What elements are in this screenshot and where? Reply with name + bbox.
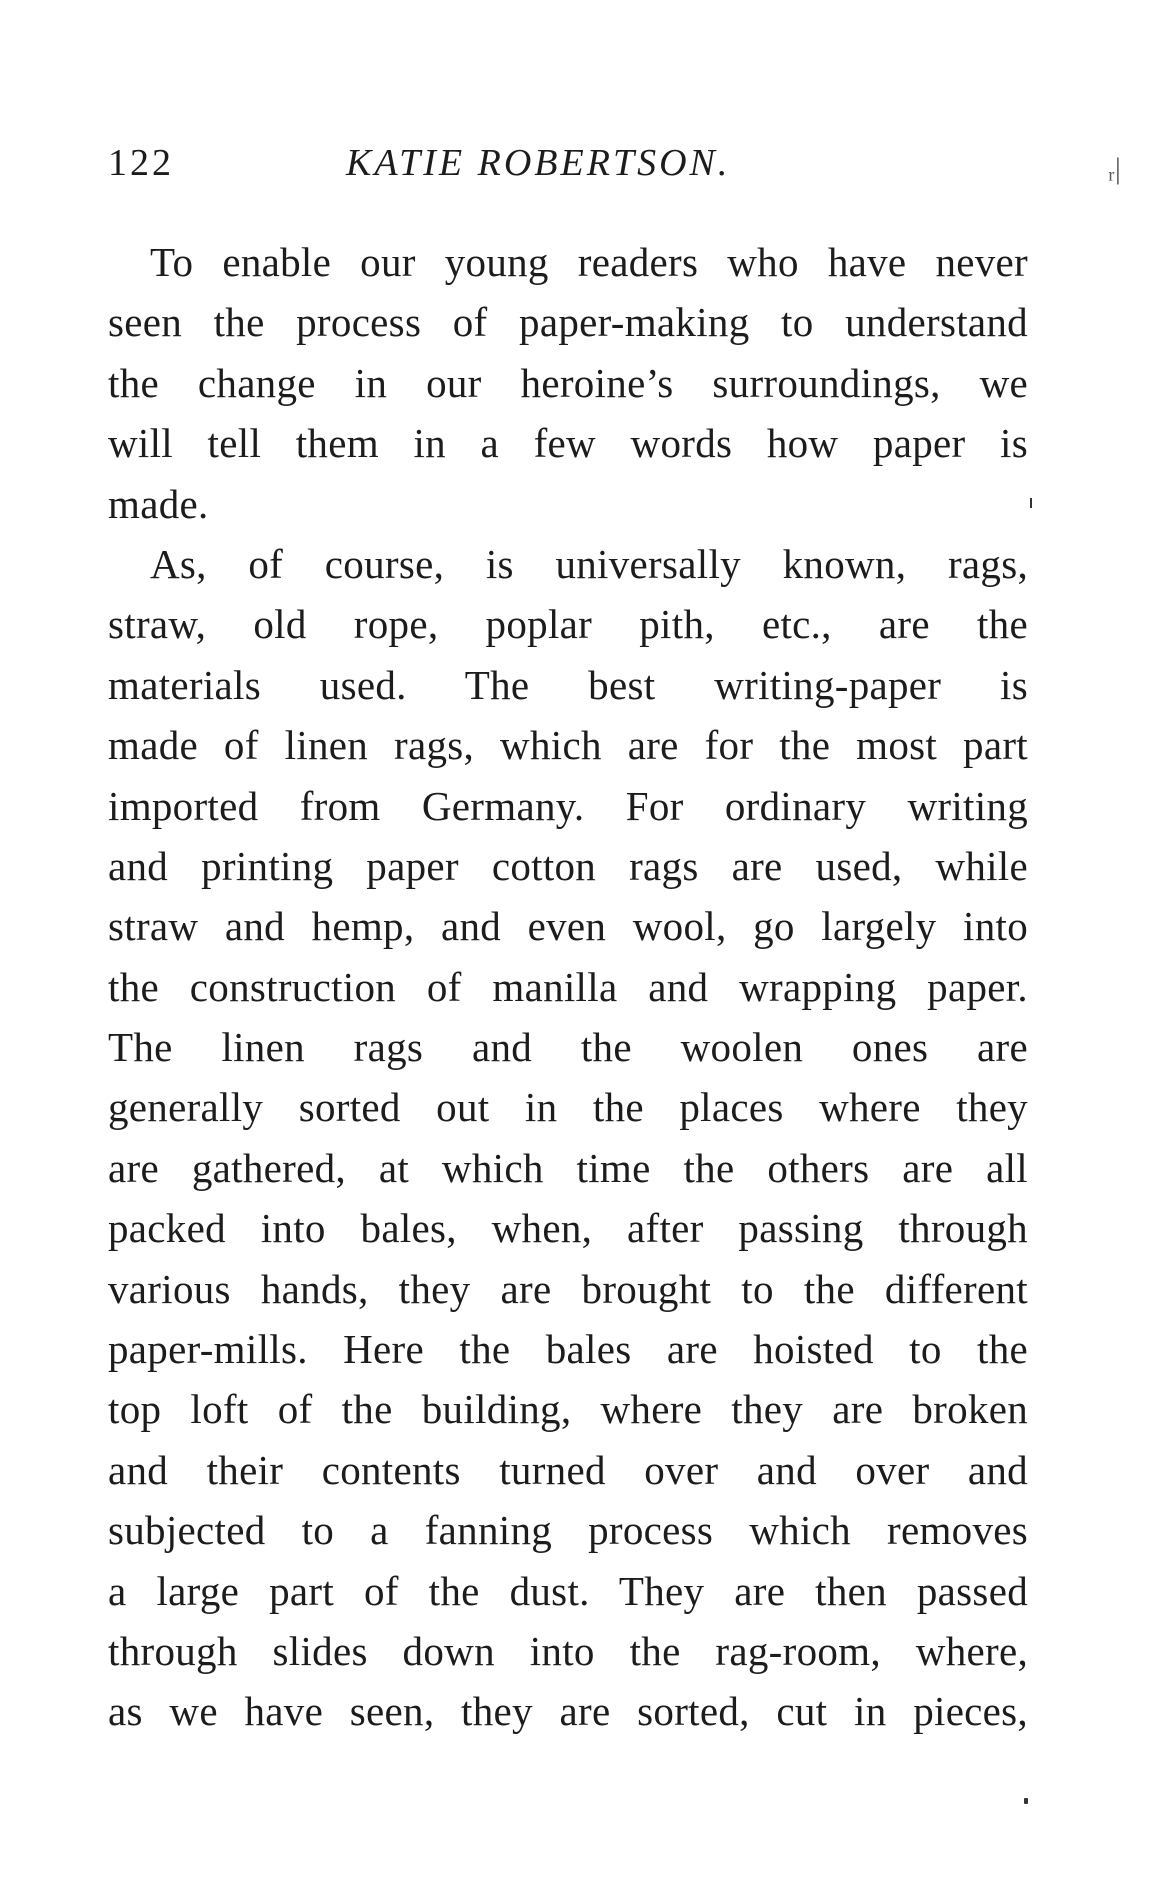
text-line: As, of course, is universally known, rags, — [150, 540, 1028, 587]
text-line: made of linen rags, which are for the most part — [108, 722, 1028, 769]
running-title: KATIE ROBERTSON. — [346, 142, 731, 184]
body-text — [108, 232, 1028, 1742]
text-line: a large part of the dust. They are then passed — [108, 1567, 1028, 1614]
text-line: through slides down into the rag-room, where, — [108, 1627, 1028, 1674]
text-line: The linen rags and the woolen ones are — [108, 1024, 1028, 1071]
text-line: straw and hemp, and even wool, go largely into — [108, 903, 1028, 950]
text-line: and printing paper cotton rags are used, while — [108, 842, 1028, 889]
text-line: imported from Germany. For ordinary writing — [108, 782, 1028, 829]
text-line: subjected to a fanning process which removes — [108, 1507, 1028, 1554]
text-line: the construction of manilla and wrapping paper. — [108, 963, 1028, 1010]
text-line: generally sorted out in the places where they — [108, 1084, 1028, 1131]
text-line: seen the process of paper-making to understand — [108, 299, 1028, 346]
text-line: top loft of the building, where they are broken — [108, 1386, 1028, 1433]
text-line: as we have seen, they are sorted, cut in pieces, — [108, 1688, 1028, 1735]
running-head — [108, 138, 1121, 188]
text-line: will tell them in a few words how paper is — [108, 420, 1028, 467]
text-line: and their contents turned over and over and — [108, 1446, 1028, 1493]
text-line: materials used. The best writing-paper is — [108, 661, 1028, 708]
text-line: are gathered, at which time the others are all — [108, 1144, 1028, 1191]
text-line: straw, old rope, poplar pith, etc., are the — [108, 601, 1028, 648]
text-line: packed into bales, when, after passing through — [108, 1205, 1028, 1252]
text-line: the change in our heroine’s surroundings, we — [108, 359, 1028, 406]
text-line: paper-mills. Here the bales are hoisted to the — [108, 1326, 1028, 1373]
margin-mark: ᵣ| — [1108, 152, 1121, 185]
text-line: To enable our young readers who have never — [150, 239, 1028, 285]
stray-ink-mark — [1030, 498, 1032, 508]
text-line: various hands, they are brought to the different — [108, 1265, 1028, 1312]
stray-ink-dot — [1024, 1798, 1028, 1804]
text-line: made. — [108, 480, 209, 527]
page-number: 122 — [108, 142, 174, 184]
